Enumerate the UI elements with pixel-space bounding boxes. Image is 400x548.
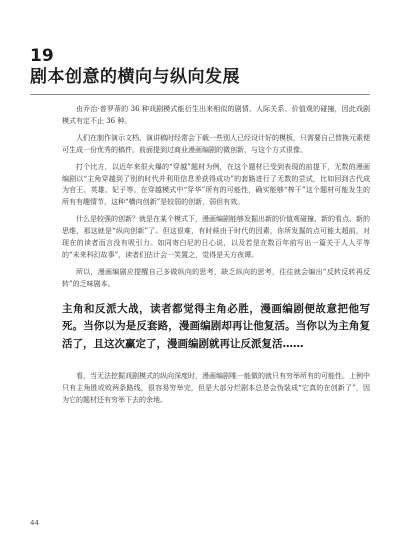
paragraph: 由乔治·普罗蒂的 36 种戏剧模式能衍生出来相似的剧情、人际关系、价值观的碰撞，因此戏剧模式有定不止 36 种。 bbox=[62, 105, 370, 125]
chapter-title: 剧本创意的横向与纵向发展 bbox=[30, 67, 240, 87]
emphasis-quote: 主角和反派大战，读者都觉得主角必胜，漫画编剧便故意把他写死。当你以为是反套路，漫画编剧却再让他复活。当你以为主角复活了，且这次赢定了，漫画编剧就再让反派复活…… bbox=[62, 302, 370, 350]
body-text bbox=[62, 104, 370, 412]
closing-paragraph: 看，当无法挖掘戏剧模式的纵向深度时，漫画编剧唯一能做的就只有穷举所有的可能性。上例中只有主角胜或败两条路线，很容易穷举完，但是大部分烂剧本总是会伪装成“它真的在创新了”，因为它的题材还有穷举下去的余地。 bbox=[62, 372, 370, 404]
paragraph: 什么是较强的创新？就是在某个模式下，漫画编剧能够发掘出新的价值观碰撞、新的看点、新的思维，那这就是“纵向创新”了。但这很难，有时候由于时代的因素，你所发掘的点可能太超前，对现在的读者而言没有吸引力。如同寄白尼的日心说，以及若是在数百年前写出一篇关于人人平等的“未来科幻故事”，读者们估计会一笑置之，觉得是天方夜谭。 bbox=[62, 215, 370, 259]
page-number: 44 bbox=[30, 519, 39, 527]
paragraph: 所以，漫画编剧应提醒自己多做纵向的思考，缺乏纵向的思考，往往就会编出“反转反转再反转”的乏味剧本。 bbox=[62, 267, 370, 288]
chapter-heading bbox=[30, 46, 370, 95]
chapter-number: 19 bbox=[30, 46, 54, 66]
paragraph: 人们在制作演示文档、演讲稿时经常会下载一些别人已经设计好的模板，只需要自己替换元素便可生成一份优秀的稿件。前面提到过商业漫画编剧的微创新，与这个方式很像。 bbox=[62, 133, 370, 154]
paragraph: 打个比方，以近年来很火爆的“穿越”题材为例，在这个题材已受到表现的前提下，无数的漫画编剧以“主角穿越到了别的时代并利用信息差获得成功”的套路进行了无数的尝试，比如回到古代成为官王、英雄、妃子等。在穿越模式中“穿华”所有的可能性，确实能够“榨干”这个题材可能发生的所有有趣情节，这种“横向创新”是较弱的创新，弱但有效。 bbox=[62, 162, 370, 207]
